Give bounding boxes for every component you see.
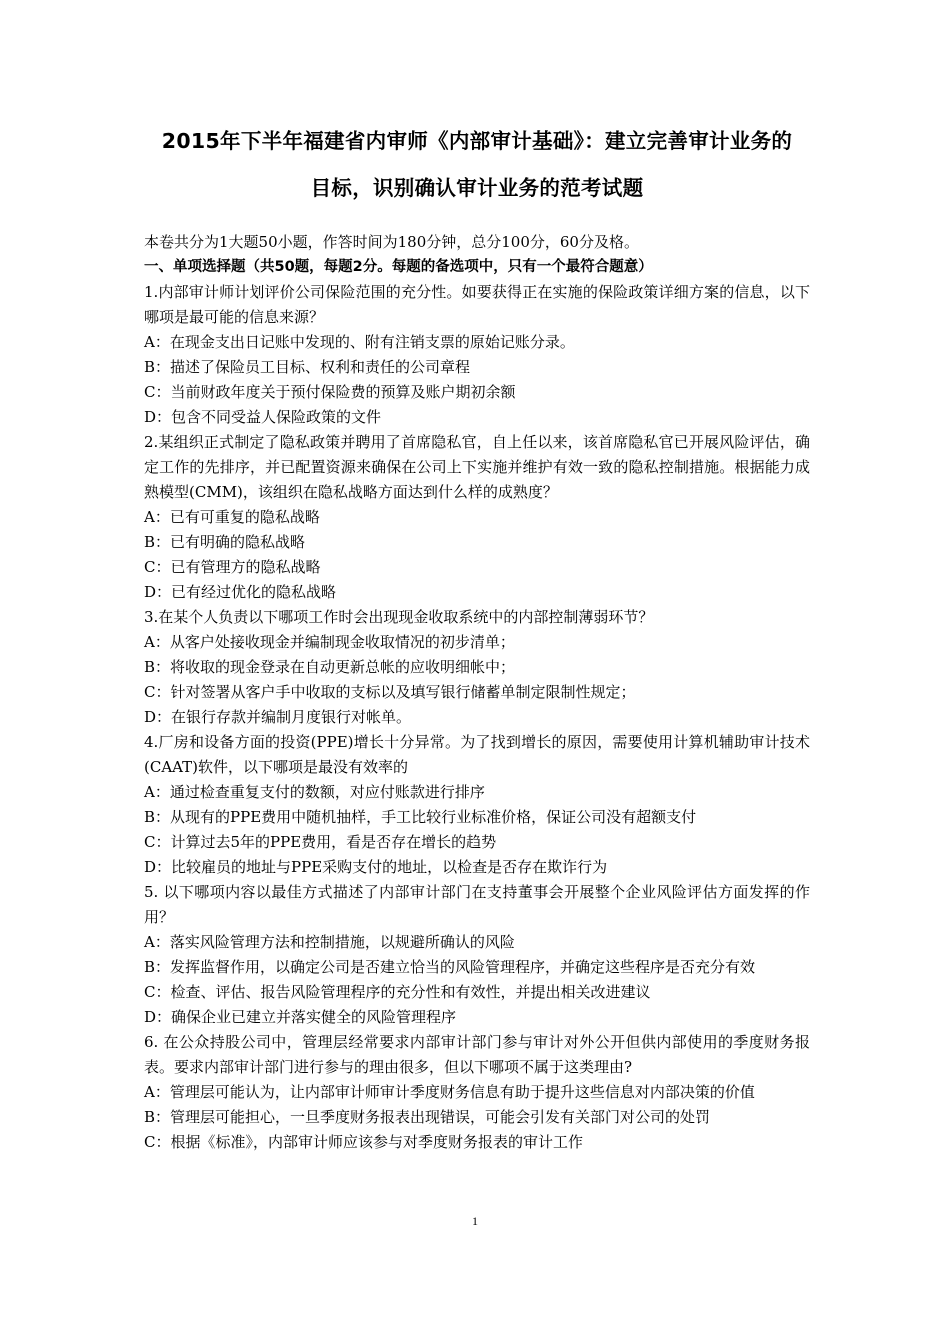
answer-option: C：当前财政年度关于预付保险费的预算及账户期初余额 [144, 383, 516, 401]
answer-option: C：已有管理方的隐私战略 [144, 558, 321, 576]
answer-option: B：发挥监督作用，以确定公司是否建立恰当的风险管理程序，并确定这些程序是否充分有效 [144, 958, 756, 976]
question-text: 6. 在公众持股公司中，管理层经常要求内部审计部门参与审计对外公开但供内部使用的季度财务报表。要求内部审计部门进行参与的理由很多，但以下哪项不属于这类理由? [144, 1033, 810, 1076]
question-text: 3.在某个人负责以下哪项工作时会出现现金收取系统中的内部控制薄弱环节？ [144, 608, 654, 626]
question-text: 4.厂房和设备方面的投资(PPE)增长十分异常。为了找到增长的原因，需要使用计算机辅助审计技术(CAAT)软件，以下哪项是最没有效率的 [144, 733, 810, 776]
page-number: 1 [472, 1214, 478, 1228]
title-line-1: 2015年下半年福建省内审师《内部审计基础》：建立完善审计业务的 [161, 129, 793, 153]
answer-option: D：在银行存款并编制月度银行对帐单。 [144, 708, 412, 726]
answer-option: D：包含不同受益人保险政策的文件 [144, 408, 382, 426]
answer-option: D：比较雇员的地址与PPE采购支付的地址，以检查是否存在欺诈行为 [144, 858, 608, 876]
answer-option: B：管理层可能担心，一旦季度财务报表出现错误，可能会引发有关部门对公司的处罚 [144, 1108, 711, 1126]
answer-option: A：通过检查重复支付的数额，对应付账款进行排序 [144, 783, 485, 801]
document-title [144, 118, 810, 212]
answer-option: C：检查、评估、报告风险管理程序的充分性和有效性，并提出相关改进建议 [144, 983, 651, 1001]
question-text: 5. 以下哪项内容以最佳方式描述了内部审计部门在支持董事会开展整个企业风险评估方面发挥的作用？ [144, 883, 810, 926]
answer-option: A：从客户处接收现金并编制现金收取情况的初步清单； [144, 633, 515, 651]
answer-option: A：落实风险管理方法和控制措施，以规避所确认的风险 [144, 933, 515, 951]
exam-intro: 本卷共分为1大题50小题，作答时间为180分钟，总分100分，60分及格。 [144, 233, 639, 251]
answer-option: A：在现金支出日记账中发现的、附有注销支票的原始记账分录。 [144, 333, 575, 351]
answer-option: D：已有经过优化的隐私战略 [144, 583, 337, 601]
section-heading: 一、单项选择题（共50题，每题2分。每题的备选项中，只有一个最符合题意） [144, 259, 653, 275]
question-list [144, 280, 810, 1155]
answer-option: C：针对签署从客户手中收取的支标以及填写银行储蓄单制定限制性规定； [144, 683, 636, 701]
answer-option: B：描述了保险员工目标、权利和责任的公司章程 [144, 358, 471, 376]
question-text: 2.某组织正式制定了隐私政策并聘用了首席隐私官，自上任以来，该首席隐私官已开展风险评估，确定工作的先排序，并已配置资源来确保在公司上下实施并维护有效一致的隐私控制措施。根据能力成熟模型(CMM)，该组织在隐私战略方面达到什么样的成熟度？ [144, 433, 810, 501]
answer-option: D：确保企业已建立并落实健全的风险管理程序 [144, 1008, 457, 1026]
question-text: 1.内部审计师计划评价公司保险范围的充分性。如要获得正在实施的保险政策详细方案的信息，以下哪项是最可能的信息来源？ [144, 283, 810, 326]
answer-option: A：已有可重复的隐私战略 [144, 508, 320, 526]
answer-option: B：已有明确的隐私战略 [144, 533, 306, 551]
answer-option: B：将收取的现金登录在自动更新总帐的应收明细帐中； [144, 658, 516, 676]
answer-option: C：根据《标准》，内部审计师应该参与对季度财务报表的审计工作 [144, 1133, 583, 1151]
answer-option: C：计算过去5年的PPE费用，看是否存在增长的趋势 [144, 833, 497, 851]
answer-option: B：从现有的PPE费用中随机抽样，手工比较行业标准价格，保证公司没有超额支付 [144, 808, 697, 826]
answer-option: A：管理层可能认为，让内部审计师审计季度财务信息有助于提升这些信息对内部决策的价值 [144, 1083, 755, 1101]
title-line-2: 目标，识别确认审计业务的范考试题 [310, 176, 644, 200]
